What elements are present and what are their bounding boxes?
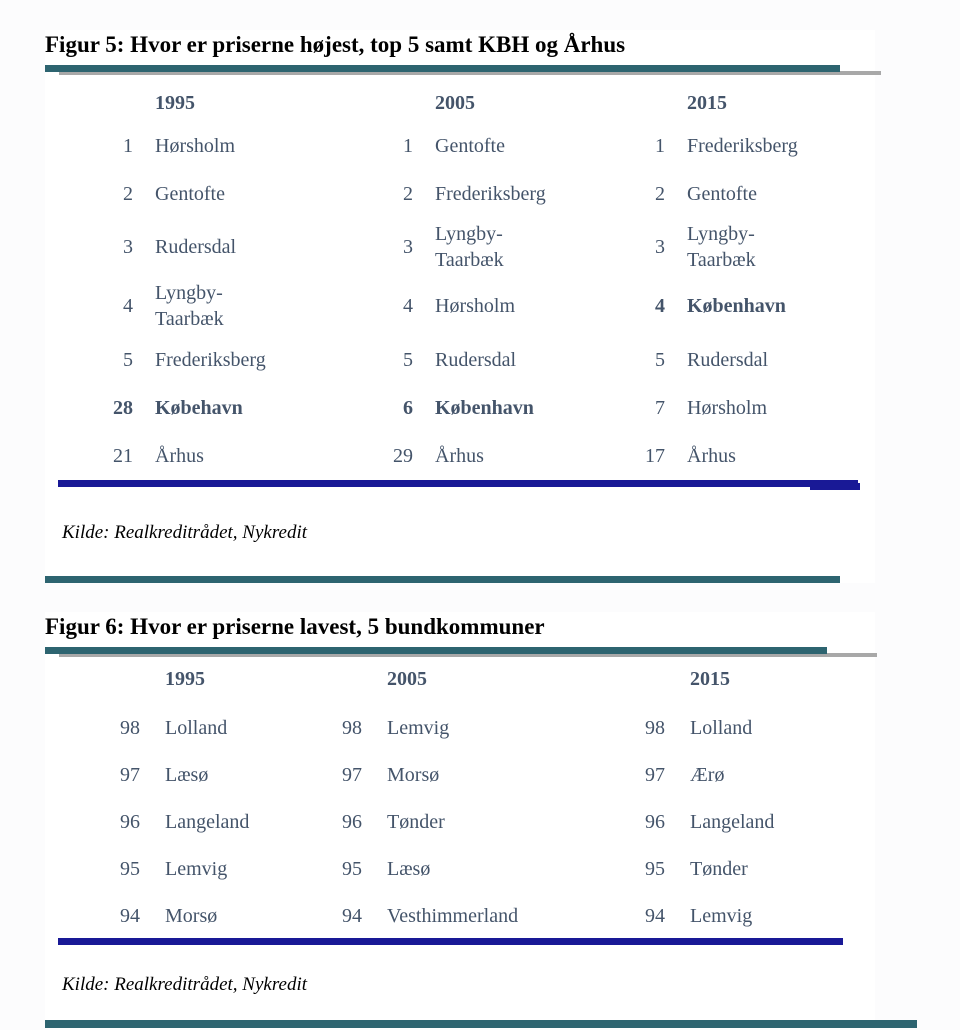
year-header: 1995: [165, 668, 205, 691]
table-row: [45, 799, 875, 846]
figure-5-bottom-rule: [45, 576, 840, 583]
year-header-row: [45, 86, 875, 122]
table-bottom-rule: [58, 938, 843, 945]
municipality-cell: Hørsholm: [435, 295, 515, 318]
rank-cell: 95: [342, 858, 362, 881]
rank-cell: 5: [123, 348, 133, 371]
municipality-cell: Hørsholm: [687, 396, 767, 419]
table-row: [45, 122, 875, 170]
figure-6-bottom-rule: [45, 1020, 917, 1028]
rank-cell: 6: [403, 396, 413, 419]
figure-5-source-note: Kilde: Realkreditrådet, Nykredit: [62, 521, 307, 543]
municipality-cell: Lyngby- Taarbæk: [435, 223, 504, 272]
municipality-cell: Rudersdal: [155, 236, 237, 259]
municipality-cell: Morsø: [165, 905, 218, 928]
municipality-cell: København: [687, 295, 786, 318]
municipality-cell: Gentofte: [687, 182, 757, 205]
municipality-cell: Rudersdal: [687, 348, 769, 371]
rank-cell: 5: [655, 348, 665, 371]
figure-6-source-note: Kilde: Realkreditrådet, Nykredit: [62, 973, 307, 995]
figure-6-title: Figur 6: Hvor er priserne lavest, 5 bundkommuner: [45, 614, 545, 639]
table-row: [45, 170, 875, 218]
rank-cell: 5: [403, 348, 413, 371]
rank-cell: 98: [645, 717, 665, 740]
municipality-cell: Lyngby- Taarbæk: [687, 223, 756, 272]
rank-cell: 96: [645, 811, 665, 834]
rank-cell: 28: [113, 396, 133, 419]
rank-cell: 97: [120, 764, 140, 787]
rank-cell: 2: [655, 182, 665, 205]
figure-5-block: [45, 30, 875, 583]
year-header: 2005: [435, 92, 475, 115]
rank-cell: 94: [342, 905, 362, 928]
table-bottom-rule-tail: [810, 483, 860, 490]
municipality-cell: Frederiksberg: [155, 348, 266, 371]
municipality-cell: Århus: [435, 444, 484, 467]
rank-cell: 95: [645, 858, 665, 881]
municipality-cell: Langeland: [165, 811, 250, 834]
municipality-cell: Tønder: [387, 811, 445, 834]
table-rows: [45, 705, 875, 940]
table-row: [45, 752, 875, 799]
rank-cell: 2: [403, 182, 413, 205]
municipality-cell: Århus: [687, 444, 736, 467]
municipality-cell: Ærø: [690, 764, 725, 787]
rank-cell: 4: [655, 295, 665, 318]
rank-cell: 17: [645, 444, 665, 467]
figure-5-title-rule: [45, 65, 875, 76]
rank-cell: 97: [645, 764, 665, 787]
municipality-cell: Lemvig: [165, 858, 228, 881]
municipality-cell: Gentofte: [155, 182, 225, 205]
rank-cell: 29: [393, 444, 413, 467]
municipality-cell: København: [435, 396, 534, 419]
municipality-cell: Langeland: [690, 811, 775, 834]
title-rule-teal: [45, 647, 827, 654]
rank-cell: 2: [123, 182, 133, 205]
figure-5-ranking-table: [45, 86, 875, 480]
table-row: [45, 893, 875, 940]
rank-cell: 3: [403, 236, 413, 259]
rank-cell: 96: [342, 811, 362, 834]
rank-cell: 94: [120, 905, 140, 928]
rank-cell: 1: [123, 134, 133, 157]
figure-6-ranking-table: [45, 664, 875, 940]
year-header: 2005: [387, 668, 427, 691]
municipality-cell: Læsø: [165, 764, 209, 787]
table-row: [45, 277, 875, 336]
table-row: [45, 705, 875, 752]
municipality-cell: Lolland: [165, 717, 228, 740]
table-row: [45, 336, 875, 384]
year-header-row: [45, 664, 875, 696]
municipality-cell: Lemvig: [690, 905, 753, 928]
municipality-cell: Frederiksberg: [687, 134, 798, 157]
municipality-cell: Købehavn: [155, 396, 243, 419]
table-bottom-rule: [58, 480, 858, 487]
municipality-cell: Frederiksberg: [435, 182, 546, 205]
table-rows: [45, 122, 875, 480]
municipality-cell: Lemvig: [387, 717, 450, 740]
table-row: [45, 218, 875, 277]
rank-cell: 98: [120, 717, 140, 740]
rank-cell: 1: [655, 134, 665, 157]
year-header: 1995: [155, 92, 195, 115]
year-header: 2015: [687, 92, 727, 115]
table-row: [45, 432, 875, 480]
rank-cell: 3: [123, 236, 133, 259]
rank-cell: 96: [120, 811, 140, 834]
municipality-cell: Tønder: [690, 858, 748, 881]
municipality-cell: Vesthimmerland: [387, 905, 519, 928]
rank-cell: 4: [123, 295, 133, 318]
municipality-cell: Århus: [155, 444, 204, 467]
title-rule-teal: [45, 65, 840, 72]
municipality-cell: Hørsholm: [155, 134, 235, 157]
rank-cell: 7: [655, 396, 665, 419]
table-row: [45, 384, 875, 432]
rank-cell: 3: [655, 236, 665, 259]
year-header: 2015: [690, 668, 730, 691]
rank-cell: 94: [645, 905, 665, 928]
table-row: [45, 846, 875, 893]
rank-cell: 4: [403, 295, 413, 318]
rank-cell: 1: [403, 134, 413, 157]
figure-6-title-rule: [45, 647, 875, 658]
municipality-cell: Lolland: [690, 717, 753, 740]
municipality-cell: Lyngby- Taarbæk: [155, 282, 224, 331]
rank-cell: 95: [120, 858, 140, 881]
figure-6-block: [45, 612, 875, 1028]
municipality-cell: Rudersdal: [435, 348, 517, 371]
figure-5-title: Figur 5: Hvor er priserne højest, top 5 samt KBH og Århus: [45, 32, 626, 57]
rank-cell: 21: [113, 444, 133, 467]
municipality-cell: Gentofte: [435, 134, 505, 157]
rank-cell: 97: [342, 764, 362, 787]
rank-cell: 98: [342, 717, 362, 740]
municipality-cell: Læsø: [387, 858, 431, 881]
municipality-cell: Morsø: [387, 764, 440, 787]
